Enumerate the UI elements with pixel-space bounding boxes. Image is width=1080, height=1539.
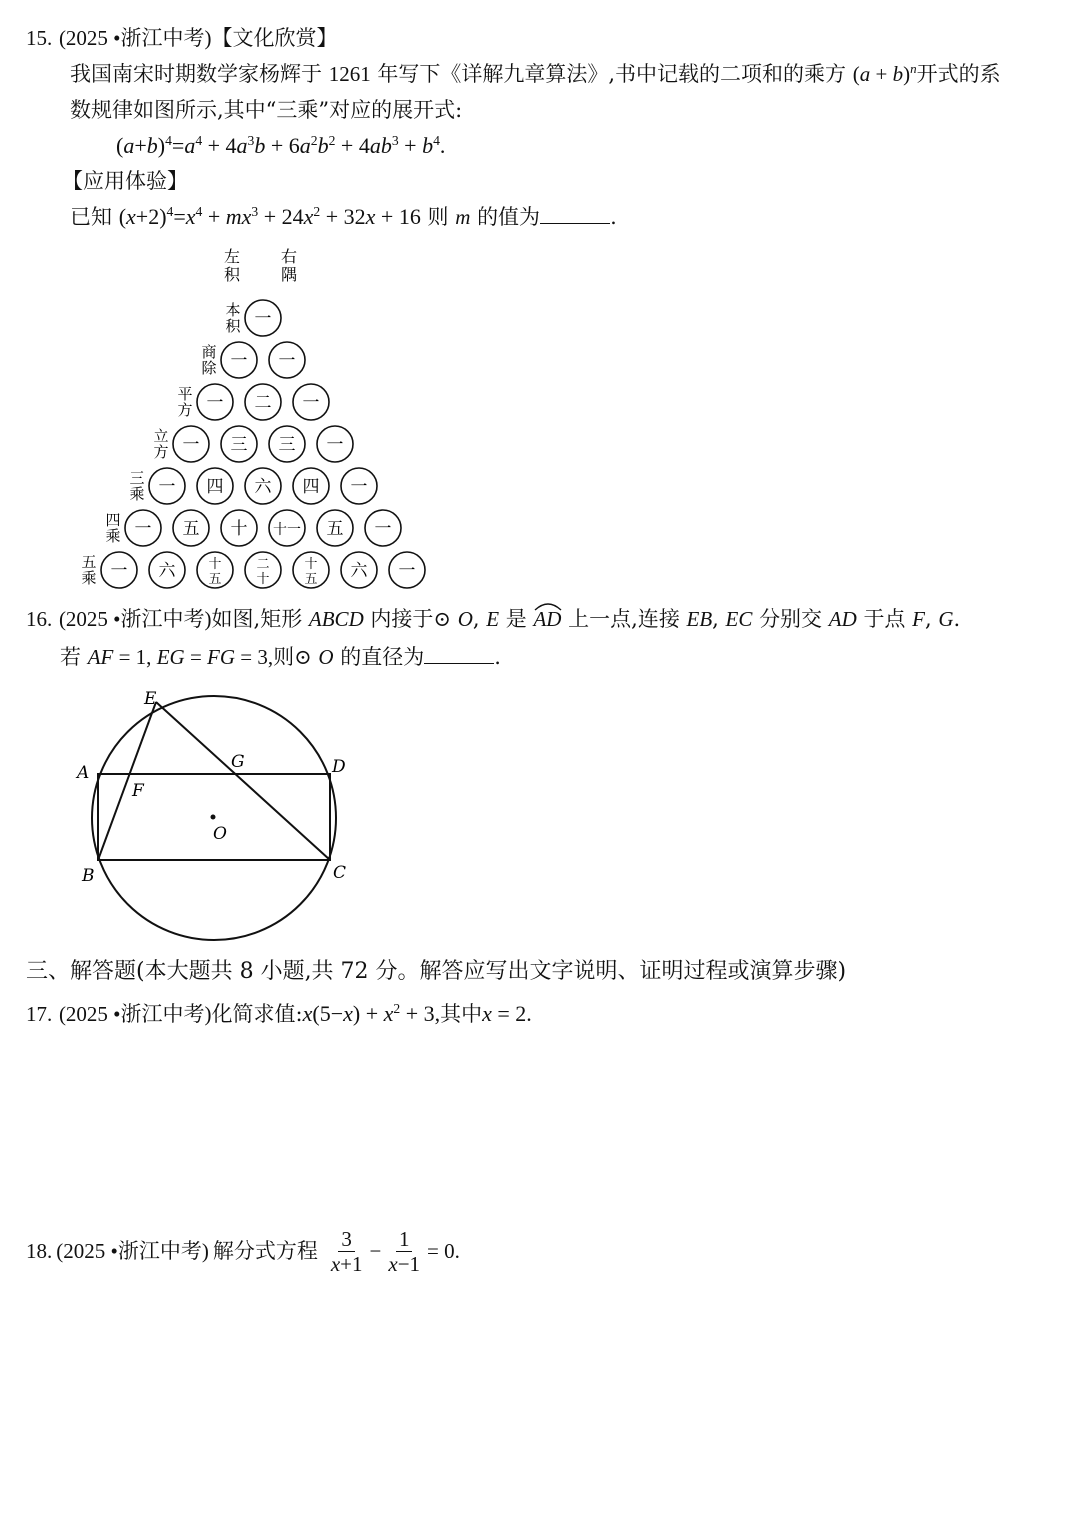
section3-title: 三、解答题(本大题共 8 小题,共 72 分。解答应写出文字说明、证明过程或演算步骤): [26, 959, 847, 984]
triangle-cell-value: 四: [302, 477, 320, 497]
q18-number: 18.: [26, 1239, 53, 1264]
q16-arc-ad: AD: [533, 609, 561, 630]
q17-expression: $x(5-x) + x^2 + 3$,: [302, 1000, 441, 1026]
q15-intro-text-3: 开式的系: [916, 62, 1001, 86]
row-label: 五: [81, 553, 97, 571]
label-b: B: [82, 866, 95, 886]
q16-circle-name: O: [457, 607, 473, 631]
q18-frac1-denominator: x+1: [330, 1252, 363, 1277]
q17-text: 化简求值:: [211, 1002, 303, 1026]
label-f: F: [132, 781, 144, 801]
triangle-cell-value: 五: [326, 519, 344, 539]
triangle-cell-value: 五: [182, 519, 200, 539]
q16-text-if: 若: [60, 645, 81, 669]
q16-points-fg: F: [912, 607, 925, 631]
row-label: 平: [177, 385, 193, 403]
triangle-cell-value: 十一: [273, 522, 301, 538]
q16-source: (2025 •浙江中考): [58, 607, 212, 631]
q18-minus: −: [369, 1239, 382, 1264]
q15-question-suffix: 的值为: [477, 205, 541, 229]
q16-conditions: AF = 1, EG = FG = 3,: [87, 645, 274, 669]
q18-line: [26, 1228, 460, 1275]
q16-text-connect: 上一点,连接: [568, 607, 680, 631]
row-label: 积: [225, 317, 241, 335]
triangle-cell-value: 一: [278, 351, 296, 371]
q15-header: [26, 28, 338, 49]
q16-rect-name: ABCD: [308, 607, 364, 631]
q15-intro-line1: [70, 61, 1001, 86]
row-label: 商: [201, 343, 217, 361]
q18-fraction-2: [385, 1228, 423, 1275]
triangle-cell-value: 十: [256, 572, 270, 587]
label-a: A: [77, 763, 90, 783]
q18-source: (2025 •浙江中考): [56, 1239, 209, 1264]
q16-seg-ad: AD: [828, 607, 857, 631]
q15-intro-text: 我国南宋时期数学家杨辉于: [70, 62, 322, 86]
q15-source: (2025 •浙江中考): [58, 26, 212, 50]
q16-text-points: 于点: [863, 607, 906, 631]
triangle-cell-value: 一: [302, 393, 320, 413]
q17-number: 17.: [26, 1002, 53, 1026]
triangle-cell-value: 一: [398, 561, 416, 581]
triangle-cell-value: 二: [256, 557, 270, 572]
q16-text-then: 则⊙: [273, 645, 312, 669]
label-g: G: [231, 752, 245, 772]
q15-question-equation: $(x+2)^4=x^4 + mx^3 + 24x^2 + 32x + 16$: [118, 203, 421, 229]
row-label: 乘: [81, 569, 97, 587]
triangle-cell-value: 一: [182, 435, 200, 455]
triangle-cell-value: 十: [208, 557, 222, 572]
triangle-cell-value: 五: [208, 572, 222, 587]
triangle-cell-value: 一: [206, 393, 224, 413]
column-label-left: 左: [223, 247, 241, 266]
triangle-cell-value: 十: [304, 557, 318, 572]
row-label: 方: [177, 401, 193, 419]
q16-circle-o: O: [318, 645, 334, 669]
center-dot: [211, 815, 216, 820]
label-o: O: [213, 824, 227, 844]
q18-frac2-numerator: 1: [396, 1228, 413, 1252]
row-label: 四: [105, 511, 121, 529]
q16-text-inscribed: 内接于⊙: [370, 607, 452, 631]
q18-frac1-numerator: 3: [338, 1228, 355, 1252]
q15-question: 已知 $(x+2)^4=x^4 + mx^3 + 24x^2 + 32x + 16$ 则 m 的值为 .: [70, 203, 617, 229]
triangle-cell-value: 三: [278, 435, 296, 455]
yang-hui-triangle: [0, 240, 460, 590]
triangle-cell-value: 一: [158, 477, 176, 497]
row-label: 乘: [129, 485, 145, 503]
q15-year: 1261: [328, 62, 371, 86]
triangle-cell-value: 一: [374, 519, 392, 539]
q16-seg-eb: EB: [686, 607, 713, 631]
q18-frac2-denominator: x−1: [388, 1252, 421, 1277]
q16-seg-ec: EC: [725, 607, 753, 631]
column-label-left: 积: [223, 265, 241, 284]
q15-intro-line2: 数规律如图所示,其中“三乘”对应的展开式:: [70, 98, 463, 122]
q16-point-g: G: [938, 607, 954, 631]
q15-binomial: $(a + b)^n$: [852, 61, 917, 86]
q16-text-intersect: 分别交: [759, 607, 823, 631]
column-label-right: 隅: [280, 265, 298, 284]
q15-var-m: m: [455, 205, 471, 229]
triangle-cell-value: 六: [350, 561, 368, 581]
triangle-cell-value: 三: [230, 435, 248, 455]
triangle-cell-value: 一: [110, 561, 128, 581]
row-label: 除: [201, 359, 217, 377]
row-label: 立: [153, 427, 169, 445]
q16-geometry-figure: [60, 680, 360, 950]
triangle-cell-value: 一: [134, 519, 152, 539]
q16-line1: 16. (2025 •浙江中考)如图,矩形 ABCD 内接于⊙ O, E 是 AD 上一点,连接 EB, EC 分别交 AD 于点 F, G.: [26, 609, 960, 630]
row-label: 本: [225, 301, 241, 319]
q15-number: 15.: [26, 26, 53, 50]
column-label-right: 右: [280, 247, 298, 266]
q15-answer-blank[interactable]: [540, 222, 610, 224]
segment-eb: [98, 702, 156, 860]
triangle-cell-value: 六: [254, 477, 272, 497]
q15-question-prefix: 已知: [70, 205, 112, 229]
q15-intro-text-2: 年写下《详解九章算法》,书中记载的二项和的乘方: [377, 62, 847, 86]
triangle-cell-value: 五: [304, 572, 318, 587]
q16-text: 如图,矩形: [211, 607, 303, 631]
label-e: E: [144, 689, 157, 709]
q17-line: [26, 1000, 532, 1026]
triangle-cell-value: 一: [326, 435, 344, 455]
q17-where: 其中: [440, 1002, 483, 1026]
row-label: 三: [129, 469, 145, 487]
q18-equals-zero: = 0.: [427, 1239, 460, 1264]
q17-source: (2025 •浙江中考): [58, 1002, 212, 1026]
row-label: 乘: [105, 527, 121, 545]
triangle-cell-value: 十: [230, 519, 248, 539]
q15-question-then: 则: [427, 205, 449, 229]
q16-point-e: E: [486, 607, 500, 631]
row-label: 方: [153, 443, 169, 461]
q16-number: 16.: [26, 607, 53, 631]
triangle-cell-value: 四: [206, 477, 224, 497]
q18-text: 解分式方程: [212, 1239, 318, 1264]
q16-text-is: 是: [505, 607, 527, 631]
q17-condition: x = 2.: [482, 1001, 532, 1026]
triangle-cell-value: 二: [254, 393, 272, 413]
triangle-cell-value: 六: [158, 561, 176, 581]
q15-tag: 【文化欣赏】: [211, 26, 338, 50]
q18-fraction-1: [328, 1228, 366, 1275]
triangle-cell-value: 一: [254, 309, 272, 329]
q16-answer-blank[interactable]: [424, 662, 494, 664]
q15-section-tag: 【应用体验】: [62, 169, 188, 193]
triangle-cell-value: 一: [350, 477, 368, 497]
segment-ec: [156, 702, 330, 860]
triangle-cell-value: 一: [230, 351, 248, 371]
q15-expansion-formula: $(a+b)^4=a^4 + 4a^3b + 6a^2b^2 + 4ab^3 + b^4$.: [116, 132, 446, 158]
q16-text-diameter: 的直径为: [340, 645, 425, 669]
label-c: C: [333, 863, 347, 883]
label-d: D: [332, 757, 346, 777]
q16-line2: 若 AF = 1, EG = FG = 3,则⊙ O 的直径为 .: [60, 645, 501, 669]
